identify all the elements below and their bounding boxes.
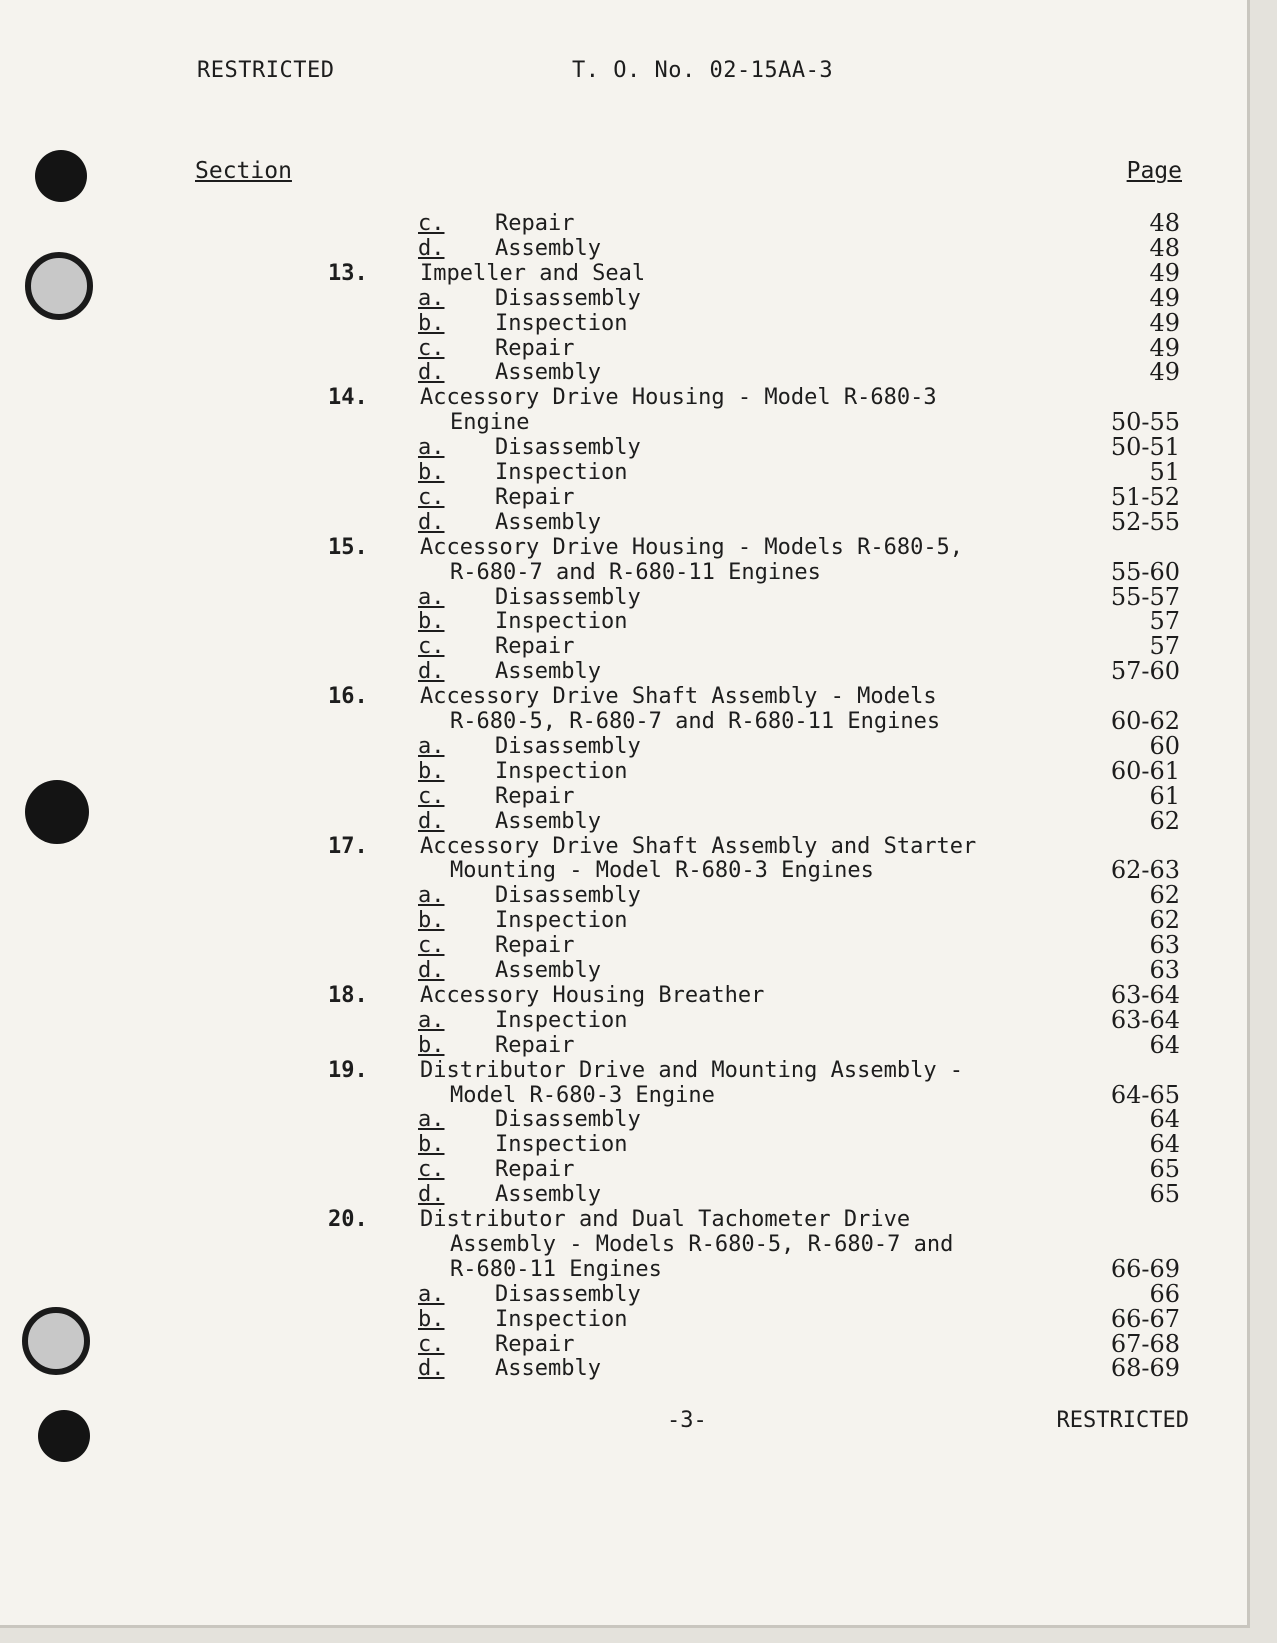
toc-row bbox=[0, 1232, 1250, 1257]
section-number: 20. bbox=[328, 1207, 368, 1232]
page-reference: 68-69 bbox=[1110, 1354, 1180, 1383]
toc-row bbox=[0, 858, 1250, 883]
page-reference: 51-52 bbox=[1110, 482, 1180, 511]
section-number: 17. bbox=[328, 833, 368, 859]
page-reference: 66 bbox=[1149, 1279, 1180, 1308]
toc-row bbox=[0, 410, 1250, 435]
toc-row bbox=[0, 781, 1250, 810]
toc-row bbox=[0, 1157, 1250, 1182]
toc-row bbox=[0, 1279, 1250, 1308]
section-column-heading: Section bbox=[195, 158, 292, 184]
toc-row bbox=[0, 1058, 1250, 1083]
toc-row bbox=[0, 385, 1250, 410]
subsection-letter: c. bbox=[418, 1157, 445, 1183]
subsection-title: Disassembly bbox=[495, 285, 641, 311]
page-reference: 65 bbox=[1149, 1155, 1180, 1184]
page-reference: 67-68 bbox=[1110, 1329, 1180, 1358]
toc-row bbox=[0, 684, 1250, 709]
page-reference: 63 bbox=[1149, 956, 1180, 984]
toc-row bbox=[0, 308, 1250, 337]
subsection-title: Repair bbox=[495, 933, 575, 959]
section-number: 14. bbox=[328, 385, 368, 411]
subsection-title: Repair bbox=[495, 1157, 575, 1183]
toc-row bbox=[0, 1254, 1250, 1283]
toc-row bbox=[0, 1207, 1250, 1232]
toc-row bbox=[0, 557, 1250, 586]
subsection-letter: b. bbox=[418, 1032, 445, 1058]
subsection-letter: c. bbox=[418, 933, 445, 959]
page-reference: 66-67 bbox=[1110, 1304, 1180, 1333]
page-reference: 55-57 bbox=[1110, 582, 1180, 611]
toc-row bbox=[0, 233, 1250, 262]
subsection-title: Disassembly bbox=[495, 1281, 641, 1307]
subsection-title: Repair bbox=[495, 783, 575, 809]
page-reference: 62 bbox=[1149, 806, 1180, 835]
subsection-title: Disassembly bbox=[495, 733, 641, 759]
toc-row bbox=[0, 1132, 1250, 1157]
subsection-letter: d. bbox=[418, 808, 445, 834]
toc-row bbox=[0, 211, 1250, 236]
toc-row bbox=[0, 980, 1250, 1009]
section-title: Distributor Drive and Mounting Assembly - bbox=[420, 1057, 964, 1083]
toc-row bbox=[0, 709, 1250, 734]
toc-row bbox=[0, 1107, 1250, 1132]
subsection-letter: d. bbox=[418, 958, 445, 983]
section-title: Accessory Drive Shaft Assembly and Starter bbox=[420, 833, 977, 859]
page-reference: 49 bbox=[1149, 308, 1180, 337]
toc-row bbox=[0, 1329, 1250, 1358]
page-reference: 50-55 bbox=[1110, 408, 1180, 437]
subsection-letter: a. bbox=[418, 1107, 445, 1133]
page-reference: 63-64 bbox=[1110, 1005, 1180, 1034]
subsection-title: Repair bbox=[495, 335, 575, 361]
section-number: 16. bbox=[328, 684, 368, 710]
subsection-title: Disassembly bbox=[495, 584, 641, 610]
toc-row bbox=[0, 609, 1250, 634]
toc-row bbox=[0, 482, 1250, 511]
subsection-letter: b. bbox=[418, 609, 445, 635]
subsection-title: Repair bbox=[495, 634, 575, 660]
page-reference: 63-64 bbox=[1110, 980, 1180, 1009]
toc-row bbox=[0, 1182, 1250, 1207]
toc-row bbox=[0, 1005, 1250, 1034]
subsection-letter: c. bbox=[418, 484, 445, 510]
subsection-title: Inspection bbox=[495, 460, 628, 485]
footer-classification: RESTRICTED bbox=[1056, 1408, 1189, 1433]
subsection-letter: a. bbox=[418, 584, 445, 610]
toc-row bbox=[0, 933, 1250, 958]
page-reference: 49 bbox=[1149, 333, 1180, 362]
binder-hole-icon bbox=[35, 150, 87, 202]
subsection-title: Disassembly bbox=[495, 435, 641, 461]
page-reference: 66-69 bbox=[1110, 1254, 1180, 1283]
subsection-title: Inspection bbox=[495, 908, 628, 934]
page-reference: 49 bbox=[1149, 258, 1180, 287]
subsection-letter: c. bbox=[418, 211, 445, 236]
toc-row bbox=[0, 1080, 1250, 1109]
subsection-letter: d. bbox=[418, 509, 445, 535]
page-reference: 51 bbox=[1149, 458, 1180, 486]
subsection-title: Inspection bbox=[495, 1007, 628, 1033]
section-title: Accessory Drive Housing - Model R-680-3 bbox=[420, 385, 937, 411]
subsection-title: Inspection bbox=[495, 1306, 628, 1332]
toc-row bbox=[0, 535, 1250, 560]
subsection-letter: a. bbox=[418, 285, 445, 311]
page-reference: 64 bbox=[1149, 1030, 1180, 1059]
section-title: Accessory Drive Shaft Assembly - Models bbox=[420, 684, 937, 710]
section-number: 19. bbox=[328, 1057, 368, 1083]
toc-row bbox=[0, 460, 1250, 485]
footer-page-number: -3- bbox=[667, 1408, 707, 1433]
subsection-letter: b. bbox=[418, 908, 445, 934]
subsection-title: Assembly bbox=[495, 1356, 601, 1382]
subsection-title: Assembly bbox=[495, 659, 601, 685]
subsection-title: Inspection bbox=[495, 609, 628, 635]
toc-row bbox=[0, 333, 1250, 362]
subsection-letter: d. bbox=[418, 1182, 445, 1208]
subsection-title: Repair bbox=[495, 1032, 575, 1058]
page-column-heading: Page bbox=[1126, 158, 1182, 184]
subsection-letter: b. bbox=[418, 1132, 445, 1158]
subsection-letter: d. bbox=[418, 235, 445, 261]
section-title-continued: R-680-5, R-680-7 and R-680-11 Engines bbox=[450, 709, 941, 734]
subsection-letter: a. bbox=[418, 435, 445, 461]
section-title: Accessory Drive Housing - Models R-680-5, bbox=[420, 534, 964, 560]
subsection-letter: b. bbox=[418, 758, 445, 784]
subsection-title: Disassembly bbox=[495, 1107, 641, 1133]
toc-row bbox=[0, 507, 1250, 536]
page-reference: 61 bbox=[1149, 781, 1180, 810]
toc-row bbox=[0, 634, 1250, 659]
toc-row bbox=[0, 283, 1250, 312]
subsection-title: Repair bbox=[495, 1331, 575, 1357]
page-reference: 48 bbox=[1149, 209, 1180, 237]
toc-row bbox=[0, 908, 1250, 933]
page-reference: 64 bbox=[1149, 1105, 1180, 1134]
toc-row bbox=[0, 435, 1250, 460]
page-reference: 49 bbox=[1149, 358, 1180, 387]
page-reference: 50-51 bbox=[1110, 433, 1180, 462]
toc-row bbox=[0, 834, 1250, 859]
page-reference: 62 bbox=[1149, 906, 1180, 935]
section-title-continued: Engine bbox=[450, 410, 530, 436]
subsection-title: Repair bbox=[495, 211, 575, 236]
subsection-letter: b. bbox=[418, 310, 445, 336]
toc-row bbox=[0, 731, 1250, 760]
toc-row bbox=[0, 1030, 1250, 1059]
toc-row bbox=[0, 756, 1250, 785]
section-number: 15. bbox=[328, 534, 368, 560]
page-reference: 60-61 bbox=[1110, 756, 1180, 785]
subsection-title: Inspection bbox=[495, 758, 628, 784]
section-title: Distributor and Dual Tachometer Drive bbox=[420, 1207, 911, 1232]
page-reference: 64-65 bbox=[1110, 1080, 1180, 1109]
page-reference: 57-60 bbox=[1110, 657, 1180, 686]
subsection-title: Disassembly bbox=[495, 883, 641, 909]
subsection-letter: a. bbox=[418, 1281, 445, 1307]
section-title-continued: Model R-680-3 Engine bbox=[450, 1082, 715, 1108]
section-title-continued: R-680-7 and R-680-11 Engines bbox=[450, 559, 821, 585]
page-reference: 55-60 bbox=[1110, 557, 1180, 586]
page-reference: 48 bbox=[1149, 233, 1180, 262]
binder-hole-icon bbox=[38, 1410, 90, 1462]
subsection-letter: c. bbox=[418, 335, 445, 361]
toc-row bbox=[0, 258, 1250, 287]
subsection-letter: a. bbox=[418, 1007, 445, 1033]
page-reference: 57 bbox=[1149, 607, 1180, 636]
subsection-letter: d. bbox=[418, 1356, 445, 1382]
page-reference: 63 bbox=[1149, 931, 1180, 960]
toc-row bbox=[0, 1356, 1250, 1381]
subsection-letter: b. bbox=[418, 1306, 445, 1332]
subsection-letter: a. bbox=[418, 733, 445, 759]
toc-row bbox=[0, 806, 1250, 835]
header-document-number: T. O. No. 02-15AA-3 bbox=[572, 58, 834, 83]
subsection-title: Assembly bbox=[495, 509, 601, 535]
section-number: 18. bbox=[328, 982, 368, 1008]
subsection-letter: c. bbox=[418, 1331, 445, 1357]
toc-row bbox=[0, 659, 1250, 684]
subsection-title: Assembly bbox=[495, 1182, 601, 1208]
page-reference: 49 bbox=[1149, 283, 1180, 312]
section-title: Accessory Housing Breather bbox=[420, 982, 765, 1008]
subsection-title: Inspection bbox=[495, 310, 628, 336]
page-reference: 52-55 bbox=[1110, 507, 1180, 536]
page-reference: 62 bbox=[1149, 881, 1180, 910]
subsection-letter: c. bbox=[418, 634, 445, 660]
toc-row bbox=[0, 958, 1250, 983]
page-reference: 60 bbox=[1149, 731, 1180, 760]
toc-row bbox=[0, 582, 1250, 611]
header-classification: RESTRICTED bbox=[197, 58, 335, 83]
subsection-title: Assembly bbox=[495, 958, 601, 983]
page-reference: 65 bbox=[1149, 1180, 1180, 1209]
page-reference: 62-63 bbox=[1110, 856, 1180, 885]
subsection-title: Assembly bbox=[495, 808, 601, 834]
page-reference: 60-62 bbox=[1110, 707, 1180, 735]
page-reference: 64 bbox=[1149, 1130, 1180, 1159]
toc-row bbox=[0, 1304, 1250, 1333]
section-number: 13. bbox=[328, 260, 368, 286]
section-title: Impeller and Seal bbox=[420, 260, 646, 286]
subsection-letter: c. bbox=[418, 783, 445, 809]
section-title-continued: R-680-11 Engines bbox=[450, 1256, 662, 1282]
subsection-letter: d. bbox=[418, 659, 445, 685]
subsection-title: Assembly bbox=[495, 235, 601, 261]
subsection-title: Assembly bbox=[495, 360, 601, 386]
toc-row bbox=[0, 360, 1250, 385]
section-title-continued: Assembly - Models R-680-5, R-680-7 and bbox=[450, 1231, 954, 1257]
subsection-title: Inspection bbox=[495, 1132, 628, 1158]
subsection-letter: b. bbox=[418, 460, 445, 485]
subsection-title: Repair bbox=[495, 484, 575, 510]
section-title-continued: Mounting - Model R-680-3 Engines bbox=[450, 858, 874, 884]
toc-row bbox=[0, 883, 1250, 908]
subsection-letter: a. bbox=[418, 883, 445, 909]
page-reference: 57 bbox=[1149, 632, 1180, 661]
subsection-letter: d. bbox=[418, 360, 445, 386]
